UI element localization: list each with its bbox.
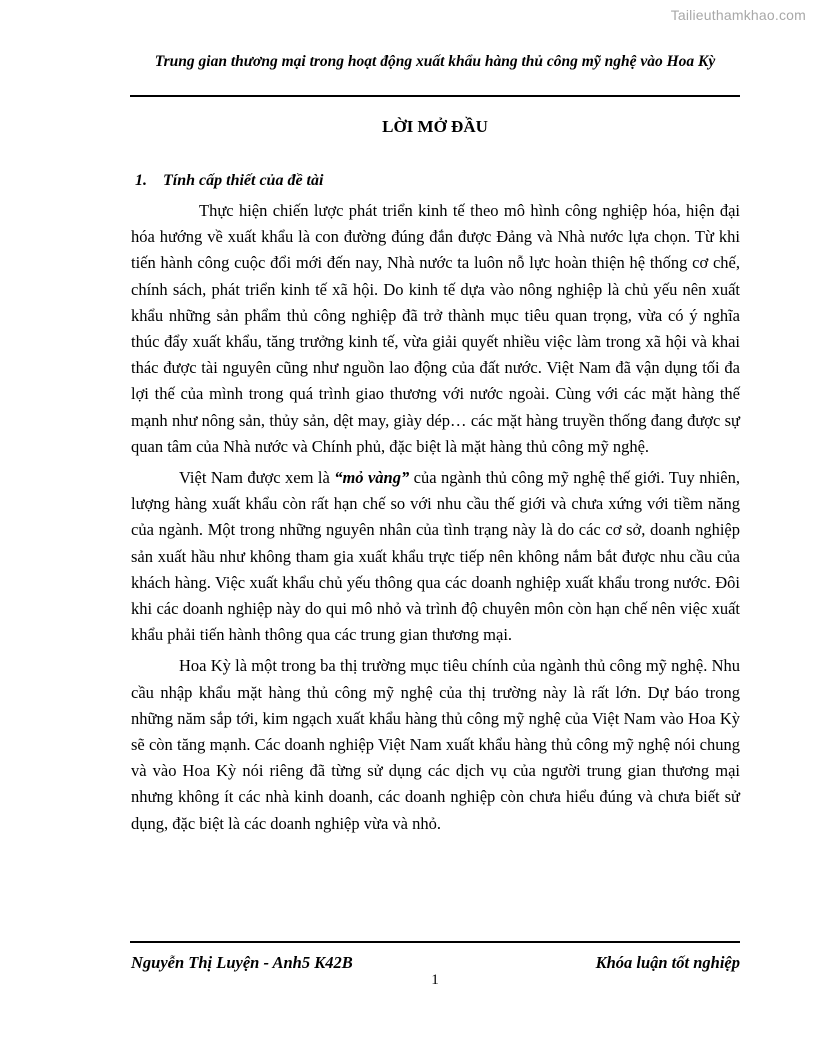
- header-divider: [130, 95, 740, 97]
- document-title: LỜI MỞ ĐẦU: [382, 117, 488, 136]
- paragraph-2: [131, 465, 740, 648]
- section-heading: [135, 172, 323, 190]
- watermark: Tailieuthamkhao.com: [670, 7, 806, 23]
- paragraph-2-lead: Việt Nam được xem là: [179, 468, 335, 488]
- footer-author: Nguyễn Thị Luyện - Anh5 K42B: [131, 953, 353, 972]
- paragraph-1: Thực hiện chiến lược phát triển kinh tế theo mô hình công nghiệp hóa, hiện đại hóa hướng về xuất khẩu là con đường đúng đắn được Đảng và Nhà nước lựa chọn. Từ khi tiến hành công cuộc đổi mới đến nay, Nhà nước ta luôn nỗ lực hoàn thiện hệ thống cơ chế, chính sách, phát triển kinh tế xã hội. Do kinh tế dựa vào nông nghiệp là chủ yếu nên xuất khẩu những sản phẩm thủ công nghiệp đã trở thành mục tiêu quan trọng, vừa có ý nghĩa thúc đẩy xuất khẩu, tăng trưởng kinh tế, vừa giải quyết nhiều việc làm trong xã hội và khai thác được tài nguyên cũng như nguồn lao động của đất nước. Việt Nam đã vận dụng tối đa lợi thế của mình trong quá trình giao thương với nước ngoài. Cùng với các mặt hàng thế mạnh như nông sản, thủy sản, dệt may, giày dép… các mặt hàng truyền thống đang được sự quan tâm của Nhà nước và Chính phủ, đặc biệt là mặt hàng thủ công mỹ nghệ.: [131, 201, 740, 456]
- paragraph-2-rest: của ngành thủ công mỹ nghệ thế giới. Tuy nhiên, lượng hàng xuất khẩu còn rất hạn chế so với nhu cầu thế giới và chưa xứng với tiềm năng của ngành. Một trong những nguyên nhân của tình trạng này là do các cơ sở, doanh nghiệp sản xuất hầu như không tham gia xuất khẩu trực tiếp nên không nắm bắt được nhu cầu của khách hàng. Việc xuất khẩu chủ yếu thông qua các doanh nghiệp xuất khẩu trong nước. Đôi khi các doanh nghiệp này do qui mô nhỏ và trình độ chuyên môn còn hạn chế nên việc xuất khẩu phải tiến hành thông qua các trung gian thương mại.: [131, 468, 740, 645]
- footer-doc-type: Khóa luận tốt nghiệp: [595, 953, 740, 972]
- section-number: 1.: [135, 172, 147, 189]
- page-number: 1: [431, 972, 439, 988]
- footer-divider: [130, 941, 740, 943]
- running-header: Trung gian thương mại trong hoạt động xuất khẩu hàng thủ công mỹ nghệ vào Hoa Kỳ: [154, 53, 716, 70]
- section-title: Tính cấp thiết của đề tài: [163, 172, 324, 189]
- paragraph-3: Hoa Kỳ là một trong ba thị trường mục tiêu chính của ngành thủ công mỹ nghệ. Nhu cầu nhập khẩu mặt hàng thủ công mỹ nghệ của thị trường này là rất lớn. Dự báo trong những năm sắp tới, kim ngạch xuất khẩu hàng thủ công mỹ nghệ của Việt Nam vào Hoa Kỳ sẽ còn tăng mạnh. Các doanh nghiệp Việt Nam xuất khẩu hàng thủ công mỹ nghệ nói chung và vào Hoa Kỳ nói riêng đã từng sử dụng các dịch vụ của người trung gian thương mại nhưng không ít các nhà kinh doanh, các doanh nghiệp còn chưa hiểu đúng và chưa biết sử dụng, đặc biệt là các doanh nghiệp vừa và nhỏ.: [131, 656, 740, 833]
- paragraph-2-emphasis: “mỏ vàng”: [334, 468, 410, 488]
- body-text: [131, 198, 740, 837]
